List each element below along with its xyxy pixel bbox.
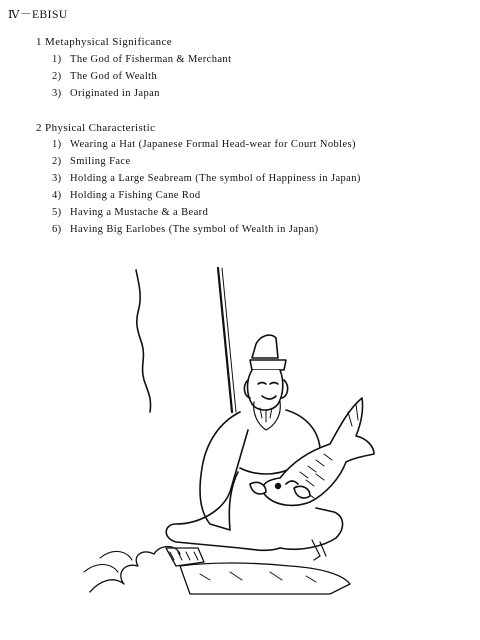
item-text: The God of Wealth [70,71,158,82]
list-item [52,54,231,65]
list-item [52,139,356,150]
item-text: Wearing a Hat (Japanese Formal Head-wear for Court Nobles) [70,139,356,150]
fishing-rod-icon [218,268,232,412]
item-number: 2) [52,156,62,167]
section-heading-physical: 2 Physical Characteristic [36,122,156,134]
item-number: 4) [52,190,62,201]
list-item [52,71,157,82]
item-number: 2) [52,71,62,82]
robe-icon [200,412,240,530]
list-item [52,190,201,201]
hat-icon [252,335,278,358]
page-title: Ⅳ－EBISU [8,9,68,21]
item-text: Having a Mustache & a Beard [70,207,209,218]
list-item [52,88,160,99]
item-text: Smiling Face [70,156,131,167]
item-number: 3) [52,88,62,99]
section-heading-metaphysical: 1 Metaphysical Significance [36,36,173,48]
item-text: Originated in Japan [70,88,160,99]
item-text: Holding a Fishing Cane Rod [70,190,201,201]
waves-icon [90,547,180,593]
item-number: 1) [52,139,62,150]
fishing-line [136,270,151,412]
item-text: Holding a Large Seabream (The symbol of Happiness in Japan) [70,173,361,184]
list-item [52,173,361,184]
rock-icon [180,563,350,594]
item-text: The God of Fisherman & Merchant [70,54,232,65]
item-number: 6) [52,224,62,235]
item-number: 1) [52,54,62,65]
list-item [52,224,319,235]
ebisu-figure-illustration [80,262,420,602]
item-number: 5) [52,207,62,218]
item-text: Having Big Earlobes (The symbol of Wealth in Japan) [70,224,319,235]
smiling-face-icon [248,370,283,410]
list-item [52,156,131,167]
item-number: 3) [52,173,62,184]
list-item [52,207,208,218]
